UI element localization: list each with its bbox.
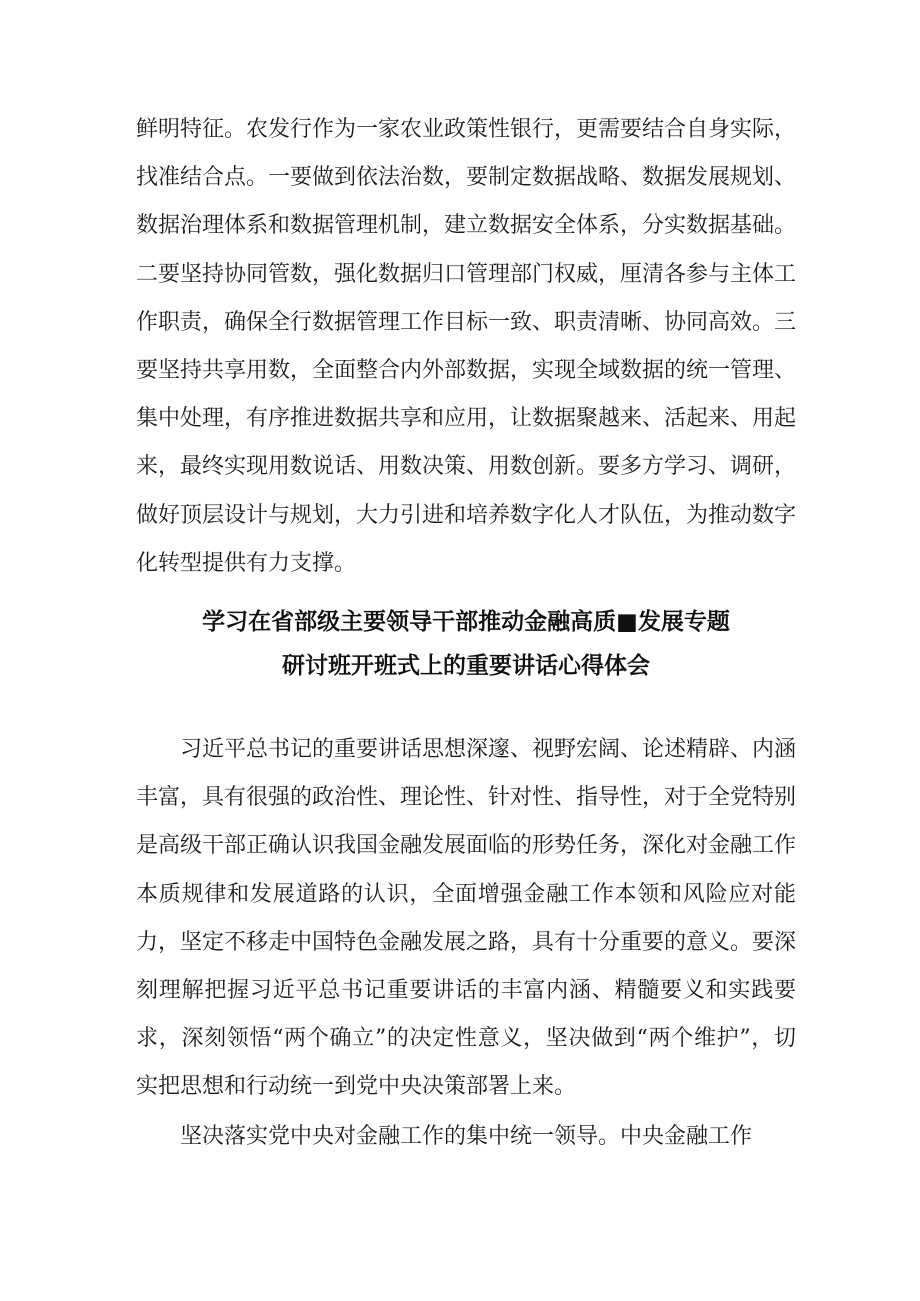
body-paragraph-3: 坚决落实党中央对金融工作的集中统一领导。中央金融工作	[180, 1124, 753, 1149]
section-title	[136, 600, 796, 688]
body-paragraph-2: 习近平总书记的重要讲话思想深邃、视野宏阔、论述精辟、内涵丰富，具有很强的政治性、理论性、针对性、指导性，对于全党特别是高级干部正确认识我国金融发展面临的形势任务，深化对金融工作本质规律和发展道路的认识，全面增强金融工作本领和风险应对能力，坚定不移走中国特色金融发展之路，具有十分重要的意义。要深刻理解把握习近平总书记重要讲话的丰富内涵、精髓要义和实践要求，深刻领悟“两个确立”的决定性意义，坚决做到“两个维护”，切实把思想和行动统一到党中央决策部署上来。	[136, 737, 797, 1100]
section-title-line-1: 学习在省部级主要领导干部推动金融高质■发展专题	[202, 609, 730, 635]
body-paragraph-1: 鲜明特征。农发行作为一家农业政策性银行，更需要结合自身实际，找准结合点。一要做到依法治数，要制定数据战略、数据发展规划、数据治理体系和数据管理机制，建立数据安全体系，分实数据基础。二要坚持协同管数，强化数据归口管理部门权威，厘清各参与主体工作职责，确保全行数据管理工作目标一致、职责清晰、协同高效。三要坚持共享用数，全面整合内外部数据，实现全域数据的统一管理、集中处理，有序推进数据共享和应用，让数据聚越来、活起来、用起来，最终实现用数说话、用数决策、用数创新。要多方学习、调研，做好顶层设计与规划，大力引进和培养数字化人才队伍，为推动数字化转型提供有力支撑。	[136, 117, 797, 576]
section-title-line-2: 研讨班开班式上的重要讲话心得体会	[282, 653, 650, 679]
